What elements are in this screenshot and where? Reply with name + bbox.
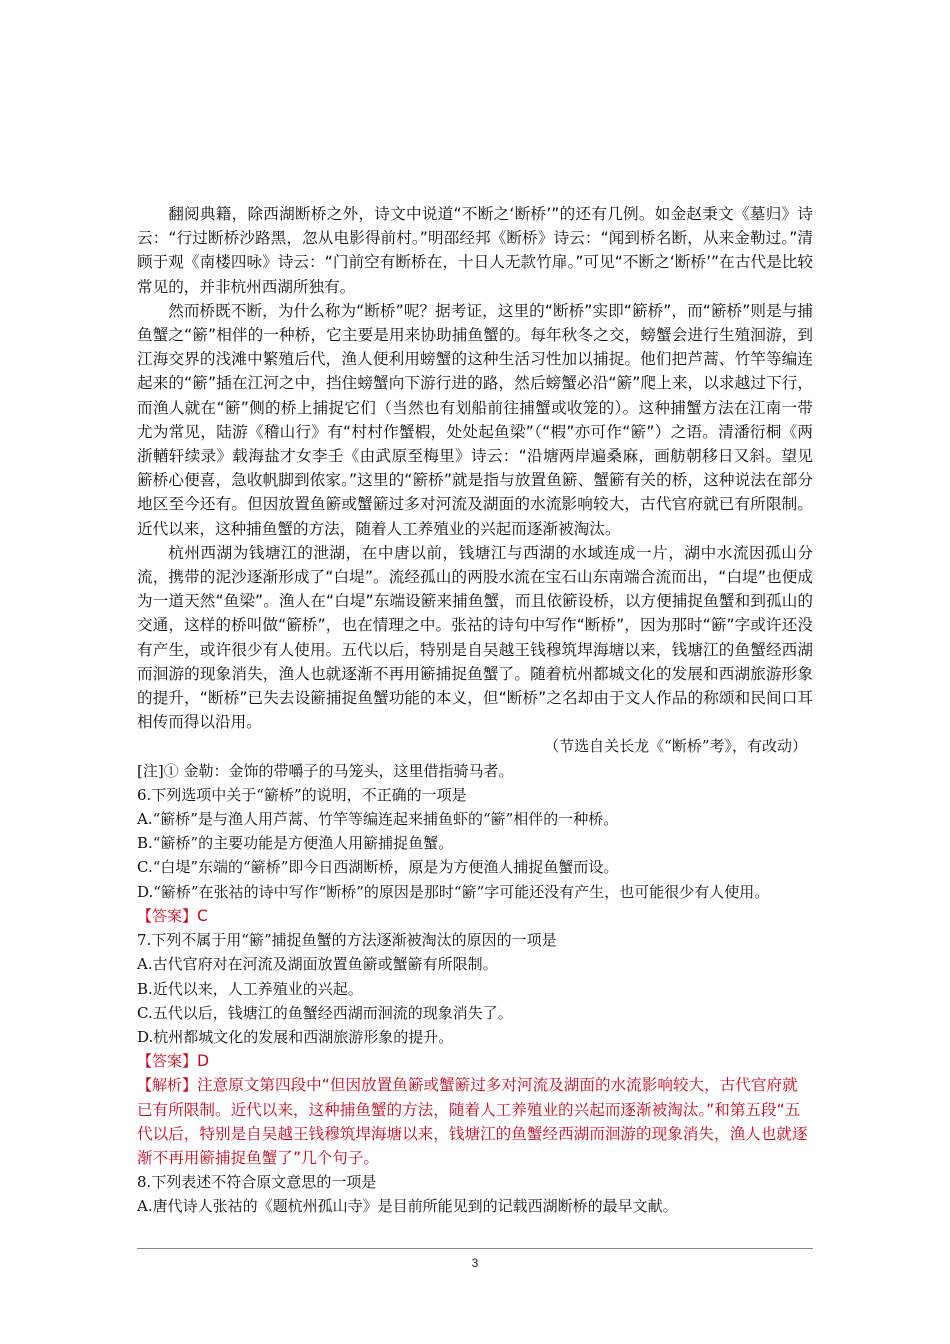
question-7-option-b: B.近代以来，人工养殖业的兴起。 [137,979,363,998]
question-6-option-b: B.“簖桥”的主要功能是方便渔人用簖捕捉鱼蟹。 [137,834,454,853]
answer-tag: 【答案】 [137,906,198,925]
analysis-text: 注意原文第四段中“但因放置鱼簖或蟹簖过多对河流及湖面的水流影响较大，古代官府就已有所限制。近代以来，这种捕鱼蟹的方法，随着人工养殖业的兴起而逐渐被淘汰。”和第五段“五代以后，特别是自吴越王钱穆筑垾海塘以来，钱塘江的鱼蟹经西湖而洄游的现象消失，渔人也就逐渐不再用簖捕捉鱼蟹了”几个句子。 [137,1076,808,1167]
question-7-stem: 7.下列不属于用“簖”捕捉鱼蟹的方法逐渐被淘汰的原因的一项是 [137,931,557,950]
passage-paragraph-1: 翻阅典籍，除西湖断桥之外，诗文中说道“不断之‘断桥’”的还有几例。如金赵秉文《墓归》诗云：“行过断桥沙路黑，忽从电影得前村。”明邵经邦《断桥》诗云：“闻到桥名断，从来金勒过。”清顾于观《南楼四咏》诗云：“门前空有断桥在，十日人无款竹扉。”可见“不断之‘断桥’”在古代是比较常见的，并非杭州西湖所独有。 [137,205,813,296]
analysis-tag: 【解析】 [137,1076,198,1095]
question-6-answer [137,904,813,928]
footer-divider [137,1248,813,1249]
question-6-option-a: A.“簖桥”是与渔人用芦蒿、竹竿等编连起来捕鱼虾的“簖”相伴的一种桥。 [137,810,619,829]
answer-value: C [197,906,208,925]
passage-paragraph-2: 然而桥既不断，为什么称为“断桥”呢？据考证，这里的“断桥”实即“簖桥”，而“簖桥”则是与捕鱼蟹之“簖”相伴的一种桥，它主要是用来协助捕鱼蟹的。每年秋冬之交，螃蟹会进行生殖洄游，到江海交界的浅滩中繁殖后代，渔人便利用螃蟹的这种生活习性加以捕捉。他们把芦蒿、竹竿等编连起来的“簖”插在江河之中，挡住螃蟹向下游行进的路，然后螃蟹必沿“簖”爬上来，以求越过下行，而渔人就在“簖”侧的桥上捕捉它们（当然也有划船前往捕蟹或收笼的）。这种捕蟹方法在江南一带尤为常见，陆游《稽山行》有“村村作蟹椵，处处起鱼梁”（“椵”亦可作“簖”）之语。清潘衍桐《两浙輶轩续录》载海盐才女李壬《由武原至梅里》诗云：“沿塘两岸遍桑麻，画舫朝移日又斜。望见簖桥心便喜，急收帆脚到侬家。”这里的“簖桥”就是指与放置鱼簖、蟹簖有关的桥，这种说法在部分地区至今还有。但因放置鱼簖或蟹簖过多对河流及湖面的水流影响较大，古代官府就已有所限制。近代以来，这种捕鱼蟹的方法，随着人工养殖业的兴起而逐渐被淘汰。 [137,301,813,538]
passage-source: （节选自关长龙《“断桥”考》，有改动） [544,737,807,756]
question-7-option-d: D.杭州都城文化的发展和西湖旅游形象的提升。 [137,1027,454,1046]
question-6-option-d: D.“簖桥”在张祜的诗中写作“断桥”的原因是那时“簖”字可能还没有产生，也可能很少有人使用。 [137,882,770,901]
question-7-option-c: C.五代以后，钱塘江的鱼蟹经西湖而洄流的现象消失了。 [137,1003,513,1022]
question-8-stem: 8.下列表述不符合原文意思的一项是 [137,1173,377,1192]
question-7-analysis [137,1073,813,1170]
answer-value: D [197,1052,210,1071]
answer-tag: 【答案】 [137,1052,198,1071]
page-number: 3 [471,1256,479,1270]
passage-paragraph-3: 杭州西湖为钱塘江的泄湖，在中唐以前，钱塘江与西湖的水域连成一片，湖中水流因孤山分流，携带的泥沙逐渐形成了“白堤”。流经孤山的两股水流在宝石山东南端合流而出，“白堤”也便成为一道天然“鱼梁”。渔人在“白堤”东端设簖来捕鱼蟹，而且依簖设桥，以方便捕捉鱼蟹和到孤山的交通，这样的桥叫做“簖桥”，也在情理之中。张祜的诗句中写作“断桥”，因为那时“簖”字或许还没有产生，或许很少有人使用。五代以后，特别是自吴越王钱穆筑垾海塘以来，钱塘江的鱼蟹经西湖而洄游的现象消失，渔人也就逐渐不再用簖捕捉鱼蟹了。随着杭州都城文化的发展和西湖旅游形象的提升，“断桥”已失去设簖捕捉鱼蟹功能的本义，但“断桥”之名却由于文人作品的称颂和民间口耳相传而得以沿用。 [137,543,813,732]
page-content [137,202,813,1219]
question-7-answer [137,1049,813,1073]
question-7-option-a: A.古代官府对在河流及湖面放置鱼簖或蟹簖有所限制。 [137,955,498,974]
question-6-option-c: C.“白堤”东端的“簖桥”即今日西湖断桥，原是为方便渔人捕捉鱼蟹而设。 [137,858,619,877]
question-6-stem: 6.下列选项中关于“簖桥”的说明，不正确的一项是 [137,785,467,804]
passage-note: [注]① 金勒：金饰的带嚼子的马笼头，这里借指骑马者。 [137,761,514,780]
question-8-option-a: A.唐代诗人张祜的《题杭州孤山寺》是目前所能见到的记载西湖断桥的最早文献。 [137,1197,678,1216]
